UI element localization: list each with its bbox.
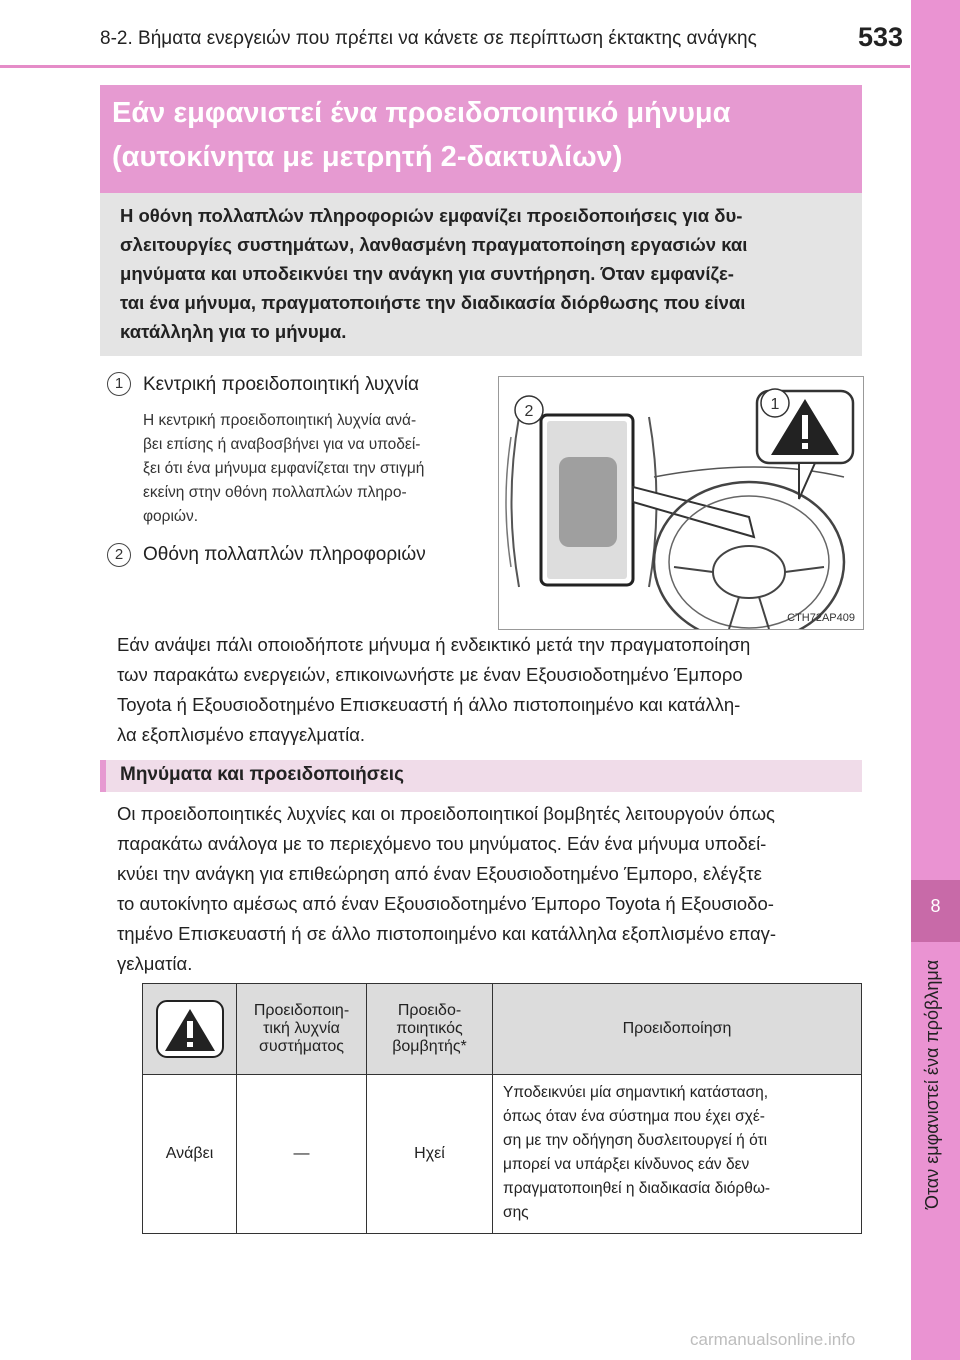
intro-line: Η οθόνη πολλαπλών πληροφοριών εμφανίζει προειδοποιήσεις για δυ- (120, 205, 743, 226)
table-cell-lights: Ανάβει (142, 1074, 237, 1234)
item-title-multi-info-display: Οθόνη πολλαπλών πληροφοριών (143, 544, 426, 565)
body-text-line: Toyota ή Εξουσιοδοτημένο Επισκευαστή ή άλλο πιστοποιημένο και κατάλλη- (117, 694, 741, 715)
table-header-icon-cell (142, 983, 237, 1075)
section-title-line-2: (αυτοκίνητα με μετρητή 2-δακτυλίων) (112, 141, 623, 173)
body-text-line: Εάν ανάψει πάλι οποιοδήποτε μήνυμα ή ενδεικτικό μετά την πραγματοποίηση (117, 634, 751, 655)
item-desc-line: Η κεντρική προειδοποιητική λυχνία ανά- (143, 412, 417, 429)
header-text-line: ποιητικός (396, 1020, 463, 1037)
table-cell-system-light: — (236, 1074, 367, 1234)
table-text-line: πραγματοποιηθεί η διαδικασία διόρθω- (503, 1180, 771, 1197)
illustration-code: CTH72AP409 (787, 612, 855, 624)
body-text-line: γελματία. (117, 953, 193, 974)
header-text-line: συστήματος (259, 1038, 344, 1055)
chapter-label: Όταν εμφανιστεί ένα πρόβλημα (922, 960, 942, 1210)
table-text-line: ση με την οδήγηση δυσλειτουργεί ή ότι (503, 1132, 768, 1149)
body-text-line: τημένο Επισκευαστή ή σε άλλο πιστοποιημένο και κατάλληλα εξοπλισμένο επαγ- (117, 923, 777, 944)
running-header: 8-2. Βήματα ενεργειών που πρέπει να κάνετε σε περίπτωση έκτακτης ανάγκης (100, 28, 757, 49)
section-title-line-1: Εάν εμφανιστεί ένα προειδοποιητικό μήνυμα (112, 97, 731, 129)
table-header-buzzer (366, 983, 493, 1075)
body-text-line: παρακάτω ανάλογα με το περιεχόμενο του μηνύματος. Εάν ένα μήνυμα υποδεί- (117, 833, 767, 854)
table-text-line: μπορεί να υπάρξει κίνδυνος εάν δεν (503, 1156, 750, 1173)
table-text-line: σης (503, 1204, 529, 1221)
item-title-master-warning: Κεντρική προειδοποιητική λυχνία (143, 374, 419, 395)
intro-line: σλειτουργίες συστημάτων, λανθασμένη πραγματοποίηση εργασιών και (120, 234, 748, 255)
header-rule (0, 65, 910, 68)
intro-line: κατάλληλη για το μήνυμα. (120, 321, 347, 342)
header-text-line: Προειδο- (397, 1002, 462, 1019)
table-header-system-light (236, 983, 367, 1075)
dashboard-illustration (498, 376, 864, 630)
header-text-line: Προειδοποιη- (253, 1002, 350, 1019)
body-text-line: λα εξοπλισμένο επαγγελματία. (117, 724, 366, 745)
item-desc-line: ξει ότι ένα μήνυμα εμφανίζεται την στιγμή (143, 460, 425, 477)
section-title-box (100, 85, 862, 193)
subsection-heading-box (100, 760, 862, 792)
dashboard-drawing (499, 377, 863, 629)
table-header-warning: Προειδοποίηση (492, 983, 862, 1075)
intro-box (100, 193, 862, 356)
body-text-line: των παρακάτω ενεργειών, επικοινωνήστε με έναν Εξουσιοδοτημένο Έμπορο (117, 664, 743, 685)
item-desc-line: εκείνη στην οθόνη πολλαπλών πληρο- (143, 484, 407, 501)
watermark: carmanualsonline.info (690, 1330, 856, 1349)
body-text-line: Οι προειδοποιητικές λυχνίες και οι προειδοποιητικοί βομβητές λειτουργούν όπως (117, 803, 775, 824)
item-number-2: 2 (107, 543, 131, 567)
item-desc-line: φοριών. (143, 508, 199, 525)
header-text-line: βομβητής* (392, 1038, 467, 1055)
body-text-line: το αυτοκίνητο αμέσως από έναν Εξουσιοδοτημένο Έμπορο Toyota ή Εξουσιοδο- (117, 893, 774, 914)
table-text-line: όπως όταν ένα σύστημα που έχει σχέ- (503, 1108, 765, 1125)
item-number-1: 1 (107, 372, 131, 396)
table-text-line: Υποδεικνύει μία σημαντική κατάσταση, (503, 1084, 769, 1101)
chapter-number: 8 (930, 896, 941, 916)
item-desc-line: βει επίσης ή αναβοσβήνει για να υποδεί- (143, 436, 421, 453)
body-text-line: κνύει την ανάγκη για επιθεώρηση από έναν Εξουσιοδοτημένο Έμπορο, ελέγξτε (117, 863, 762, 884)
intro-line: ται ένα μήνυμα, πραγματοποιήστε την διαδικασία διόρθωσης που είναι (120, 292, 746, 313)
subsection-heading: Μηνύματα και προειδοποιήσεις (120, 764, 404, 785)
callout-2-label: 2 (524, 403, 534, 420)
page-number: 533 (858, 22, 904, 52)
intro-line: μηνύματα και υποδεικνύει την ανάγκη για συντήρηση. Όταν εμφανίζε- (120, 263, 734, 284)
master-warning-icon (155, 999, 225, 1059)
table-cell-warning-text (492, 1074, 862, 1234)
table-cell-buzzer: Ηχεί (366, 1074, 493, 1234)
callout-1-label: 1 (770, 396, 780, 413)
header-text-line: τική λυχνία (263, 1020, 340, 1037)
